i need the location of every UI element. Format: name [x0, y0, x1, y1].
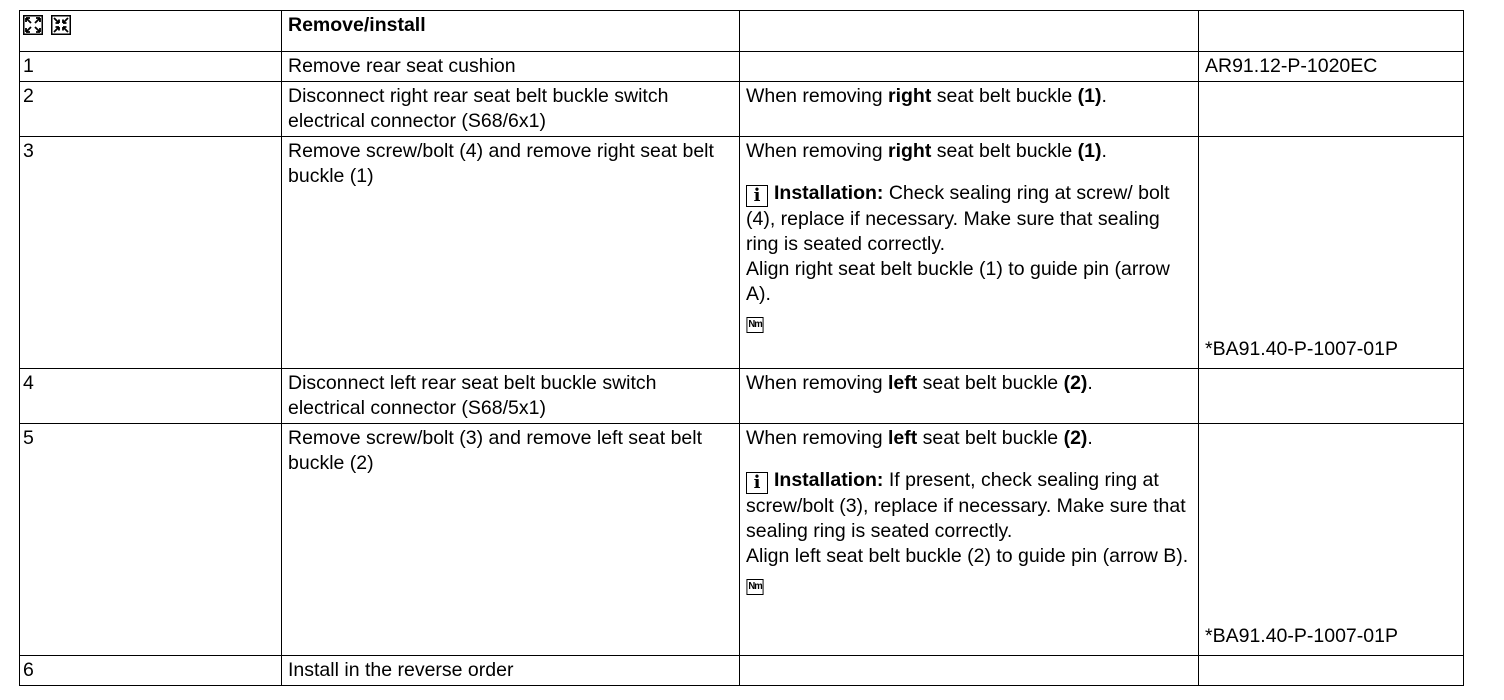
header-title: Remove/install	[282, 11, 740, 52]
step-reference[interactable]: AR91.12-P-1020EC	[1199, 52, 1464, 82]
step-number: 1	[20, 52, 282, 82]
step-action: Remove screw/bolt (3) and remove left seat belt buckle (2)	[282, 424, 740, 656]
header-icons-cell	[20, 11, 282, 52]
table-row	[20, 656, 1464, 686]
step-action: Install in the reverse order	[282, 656, 740, 686]
step-action: Disconnect left rear seat belt buckle switch electrical connector (S68/5x1)	[282, 369, 740, 424]
installation-note	[746, 468, 1193, 544]
step-reference	[1199, 369, 1464, 424]
step-action: Remove screw/bolt (4) and remove right seat belt buckle (1)	[282, 137, 740, 369]
step-note: When removing left seat belt buckle (2). i Installation: If present, check sealing ring at screw/bolt (3), replace if necessary. Make sure that sealing ring is seated correctly. Align left seat belt buckle (2) to guide pin (arrow B). Nm	[740, 424, 1199, 656]
step-number: 2	[20, 82, 282, 137]
step-number: 3	[20, 137, 282, 369]
step-note	[740, 52, 1199, 82]
installation-label: Installation:	[774, 469, 884, 491]
step-note	[740, 656, 1199, 686]
table-header-row	[20, 11, 1464, 52]
remove-install-table	[19, 10, 1464, 686]
step-action: Remove rear seat cushion	[282, 52, 740, 82]
table-row	[20, 369, 1464, 424]
step-reference	[1199, 656, 1464, 686]
torque-icon[interactable]: Nm	[746, 317, 763, 333]
step-reference[interactable]: *BA91.40-P-1007-01P	[1199, 424, 1464, 656]
align-text: Align right seat belt buckle (1) to guide pin (arrow A).	[746, 258, 1170, 305]
step-note: When removing left seat belt buckle (2).	[740, 369, 1199, 424]
step-note: When removing right seat belt buckle (1).	[740, 82, 1199, 137]
step-number: 6	[20, 656, 282, 686]
info-icon: i	[746, 472, 768, 494]
installation-text: Check sealing ring at screw/ bolt (4), replace if necessary. Make sure that sealing ring is seated correctly.	[746, 182, 1170, 255]
table-row	[20, 137, 1464, 369]
align-text: Align left seat belt buckle (2) to guide pin (arrow B).	[746, 545, 1189, 567]
step-action: Disconnect right rear seat belt buckle switch electrical connector (S68/6x1)	[282, 82, 740, 137]
installation-note	[746, 181, 1193, 257]
step-reference	[1199, 82, 1464, 137]
installation-text: If present, check sealing ring at screw/bolt (3), replace if necessary. Make sure that sealing ring is seated correctly.	[746, 469, 1186, 542]
expand-all-icon[interactable]	[23, 15, 43, 35]
collapse-all-icon[interactable]	[51, 15, 71, 35]
info-icon: i	[746, 185, 768, 207]
torque-icon[interactable]: Nm	[746, 579, 763, 595]
table-row	[20, 52, 1464, 82]
table-row	[20, 424, 1464, 656]
installation-label: Installation:	[774, 182, 884, 204]
header-empty-ref	[1199, 11, 1464, 52]
step-number: 4	[20, 369, 282, 424]
step-note: When removing right seat belt buckle (1). i Installation: Check sealing ring at screw/ bolt (4), replace if necessary. Make sure that sealing ring is seated correctly. Align right seat belt buckle (1) to guide pin (arrow A). Nm	[740, 137, 1199, 369]
step-number: 5	[20, 424, 282, 656]
table-row	[20, 82, 1464, 137]
step-reference[interactable]: *BA91.40-P-1007-01P	[1199, 137, 1464, 369]
header-empty-note	[740, 11, 1199, 52]
